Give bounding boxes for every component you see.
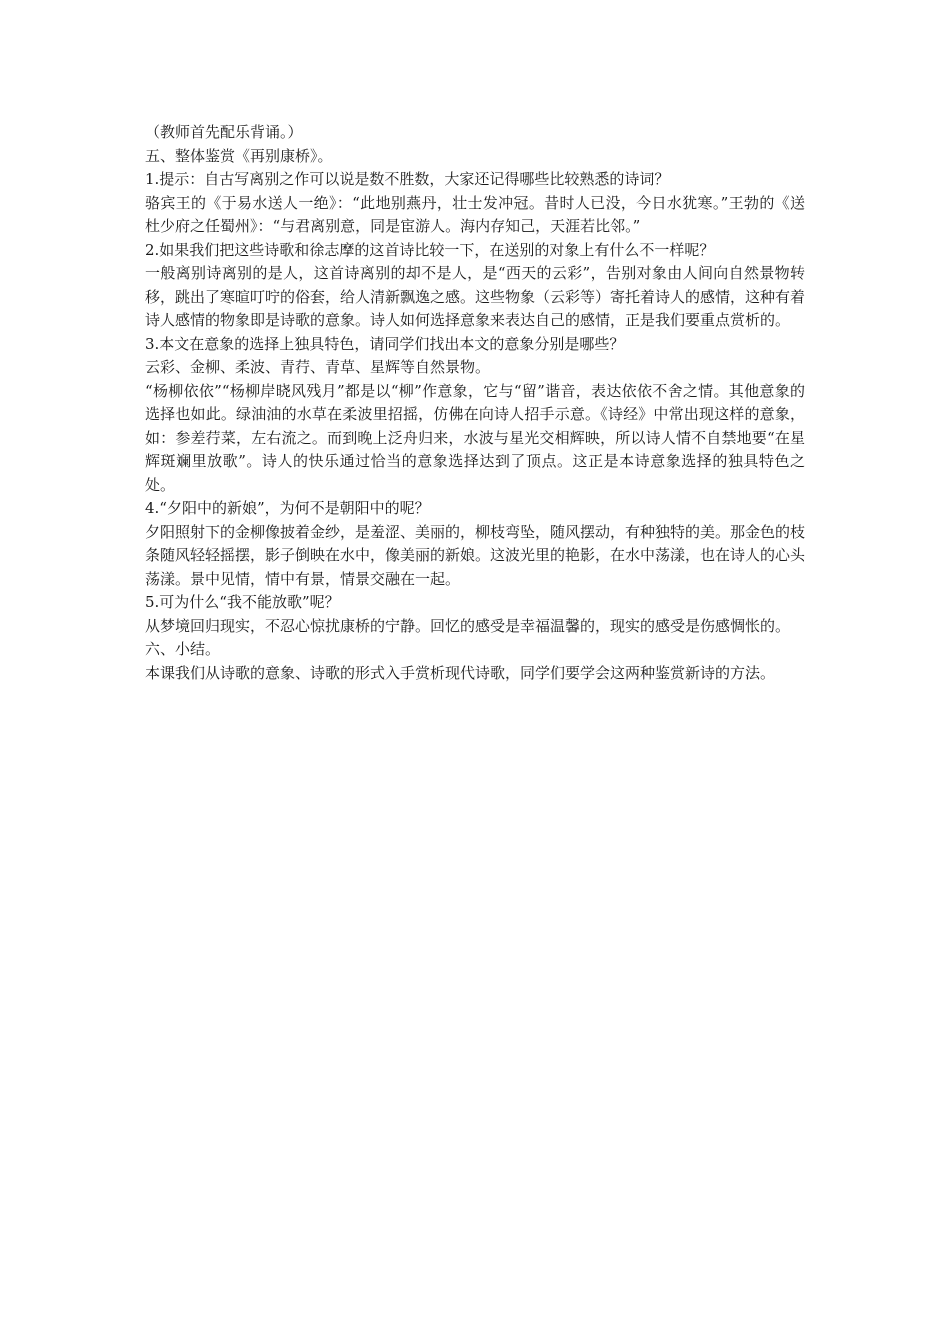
question-4: 4.“夕阳中的新娘”，为何不是朝阳中的呢？ <box>145 499 430 517</box>
document-body <box>145 121 805 685</box>
answer-3a: 云彩、金柳、柔波、青荇、青草、星辉等自然景物。 <box>145 358 491 376</box>
answer-1: 骆宾王的《于易水送人一绝》：“此地别燕丹，壮士发冲冠。昔时人已没，今日水犹寒。”王勃的《送杜少府之任蜀州》：“与君离别意，同是宦游人。海内存知己，天涯若比邻。” <box>145 193 805 235</box>
question-3: 3.本文在意象的选择上独具特色，请同学们找出本文的意象分别是哪些？ <box>145 334 625 353</box>
section-heading-6: 六、小结。 <box>145 640 221 658</box>
summary: 本课我们从诗歌的意象、诗歌的形式入手赏析现代诗歌，同学们要学会这两种鉴赏新诗的方法。 <box>145 663 776 682</box>
question-2: 2.如果我们把这些诗歌和徐志摩的这首诗比较一下，在送别的对象上有什么不一样呢？ <box>145 240 715 259</box>
question-1: 1.提示：自古写离别之作可以说是数不胜数，大家还记得哪些比较熟悉的诗词？ <box>145 170 670 188</box>
answer-3b: “杨柳依依”“杨柳岸晓风残月”都是以“柳”作意象，它与“留”谐音，表达依依不舍之情。其他意象的选择也如此。绿油油的水草在柔波里招摇，仿佛在向诗人招手示意。《诗经》中常出现这样的意象，如：参差荇菜，左右流之。而到晚上泛舟归来，水波与星光交相辉映，所以诗人情不自禁地要“在星辉斑斓里放歌”。诗人的快乐通过恰当的意象选择达到了顶点。这正是本诗意象选择的独具特色之处。 <box>145 381 805 494</box>
teacher-note: （教师首先配乐背诵。） <box>145 123 303 141</box>
section-heading-5: 五、整体鉴赏《再别康桥》。 <box>145 146 333 165</box>
question-5: 5.可为什么“我不能放歌”呢？ <box>145 593 340 611</box>
answer-2: 一般离别诗离别的是人，这首诗离别的却不是人，是“西天的云彩”，告别对象由人间向自然景物转移，跳出了寒暄叮咛的俗套，给人清新飘逸之感。这些物象（云彩等）寄托着诗人的感情，这种有着诗人感情的物象即是诗歌的意象。诗人如何选择意象来表达自己的感情，正是我们要重点赏析的。 <box>145 264 806 329</box>
answer-4: 夕阳照射下的金柳像披着金纱，是羞涩、美丽的，柳枝弯坠，随风摆动，有种独特的美。那金色的枝条随风轻轻摇摆，影子倒映在水中，像美丽的新娘。这波光里的艳影，在水中荡漾，也在诗人的心头荡漾。景中见情，情中有景，情景交融在一起。 <box>145 522 806 588</box>
answer-5: 从梦境回归现实，不忍心惊扰康桥的宁静。回忆的感受是幸福温馨的，现实的感受是伤感惆怅的。 <box>145 616 791 635</box>
